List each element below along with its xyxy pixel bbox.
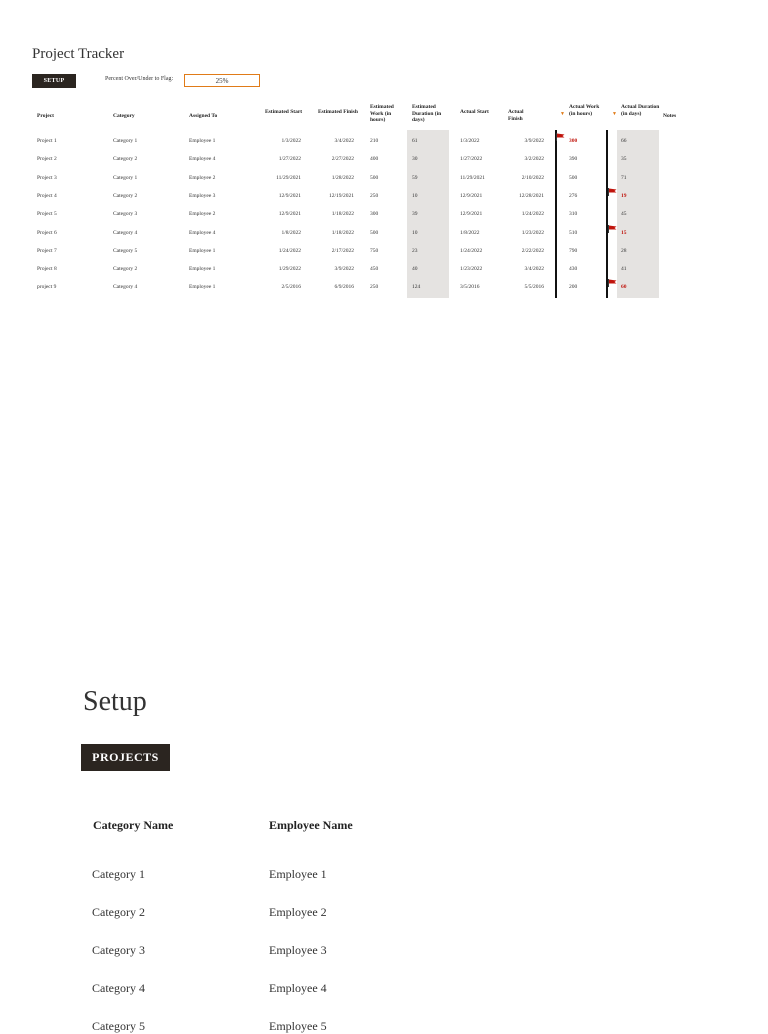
cell-actual-start[interactable]: 1/27/2022 xyxy=(460,156,483,163)
header-actual-work[interactable]: Actual Work (in hours) xyxy=(569,104,600,117)
cell-estimated-duration[interactable]: 40 xyxy=(412,266,418,273)
cell-actual-duration[interactable]: 35 xyxy=(621,156,627,163)
employee-name-item[interactable]: Employee 5 xyxy=(269,1019,327,1033)
cell-estimated-start[interactable]: 1/8/2022 xyxy=(281,229,301,236)
cell-assigned-to[interactable]: Employee 2 xyxy=(189,174,216,181)
cell-project[interactable]: project 9 xyxy=(37,284,57,291)
cell-estimated-work[interactable]: 400 xyxy=(370,156,379,163)
red-flag-icon xyxy=(608,225,616,232)
header-actual-duration[interactable]: Actual Duration (in days) xyxy=(621,104,660,117)
cell-actual-work[interactable]: 300 xyxy=(569,138,578,144)
cell-estimated-start[interactable]: 1/29/2022 xyxy=(278,266,301,273)
cell-project[interactable]: Project 1 xyxy=(37,138,57,144)
cell-estimated-work[interactable]: 300 xyxy=(370,211,379,218)
project-tracker-title: Project Tracker xyxy=(32,46,125,62)
cell-actual-finish[interactable]: 3/4/2022 xyxy=(524,266,544,273)
cell-estimated-duration[interactable]: 124 xyxy=(412,284,421,291)
category-name-item[interactable]: Category 3 xyxy=(92,943,145,957)
cell-actual-start[interactable]: 11/29/2021 xyxy=(460,174,485,181)
cell-estimated-finish[interactable]: 2/27/2022 xyxy=(331,156,354,163)
cell-actual-duration[interactable]: 45 xyxy=(621,211,627,218)
cell-actual-work[interactable]: 500 xyxy=(569,174,578,181)
cell-estimated-start[interactable]: 2/5/2016 xyxy=(281,284,301,291)
cell-assigned-to[interactable]: Employee 3 xyxy=(189,192,216,199)
actual-work-flag-indicator-icon: ▼ xyxy=(560,112,565,117)
cell-actual-finish[interactable]: 3/9/2022 xyxy=(524,138,544,144)
cell-project[interactable]: Project 4 xyxy=(37,192,57,199)
cell-estimated-start[interactable]: 1/3/2022 xyxy=(281,138,301,144)
cell-actual-duration[interactable]: 28 xyxy=(621,247,627,254)
cell-actual-start[interactable]: 1/8/2022 xyxy=(460,229,480,236)
cell-category[interactable]: Category 2 xyxy=(113,192,138,199)
category-name-item[interactable]: Category 1 xyxy=(92,867,145,881)
cell-actual-work[interactable]: 200 xyxy=(569,284,578,291)
cell-assigned-to[interactable]: Employee 1 xyxy=(189,284,216,291)
cell-estimated-work[interactable]: 500 xyxy=(370,229,379,236)
cell-category[interactable]: Category 1 xyxy=(113,174,138,181)
actual-work-divider xyxy=(555,130,557,298)
cell-estimated-work[interactable]: 250 xyxy=(370,284,379,291)
category-name-item[interactable]: Category 4 xyxy=(92,981,145,995)
cell-project[interactable]: Project 7 xyxy=(37,247,57,254)
cell-assigned-to[interactable]: Employee 4 xyxy=(189,156,216,163)
cell-estimated-finish[interactable]: 6/9/2016 xyxy=(334,284,354,291)
flag-threshold-label: Percent Over/Under to Flag: xyxy=(105,76,174,82)
cell-actual-finish[interactable]: 2/10/2022 xyxy=(521,174,544,181)
actual-duration-divider xyxy=(606,130,608,298)
cell-actual-duration[interactable]: 60 xyxy=(621,284,627,291)
cell-category[interactable]: Category 2 xyxy=(113,266,138,273)
category-name-item[interactable]: Category 2 xyxy=(92,905,145,919)
cell-actual-work[interactable]: 276 xyxy=(569,192,578,199)
employee-name-header: Employee Name xyxy=(269,818,353,832)
header-actual-finish[interactable]: Actual Finish xyxy=(508,109,524,122)
cell-actual-start[interactable]: 3/5/2016 xyxy=(460,284,480,291)
actual-duration-flag-indicator-icon: ▼ xyxy=(612,112,617,117)
cell-estimated-finish[interactable]: 3/9/2022 xyxy=(334,266,354,273)
cell-actual-start[interactable]: 1/24/2022 xyxy=(460,247,483,254)
category-name-item[interactable]: Category 5 xyxy=(92,1019,145,1033)
flag-threshold-input[interactable]: 25% xyxy=(184,74,260,87)
cell-actual-start[interactable]: 12/9/2021 xyxy=(460,192,483,199)
cell-project[interactable]: Project 2 xyxy=(37,156,57,163)
header-category[interactable]: Category xyxy=(113,113,135,119)
cell-project[interactable]: Project 5 xyxy=(37,211,57,218)
cell-estimated-start[interactable]: 12/9/2021 xyxy=(278,192,301,199)
cell-estimated-duration[interactable]: 10 xyxy=(412,229,418,236)
cell-actual-duration[interactable]: 71 xyxy=(621,174,627,181)
cell-estimated-start[interactable]: 1/24/2022 xyxy=(278,247,301,254)
cell-actual-finish[interactable]: 2/22/2022 xyxy=(521,247,544,254)
cell-actual-finish[interactable]: 3/2/2022 xyxy=(524,156,544,163)
cell-actual-work[interactable]: 510 xyxy=(569,229,578,236)
cell-assigned-to[interactable]: Employee 1 xyxy=(189,247,216,254)
cell-actual-duration[interactable]: 19 xyxy=(621,192,627,199)
cell-actual-start[interactable]: 1/3/2022 xyxy=(460,138,480,144)
cell-actual-work[interactable]: 430 xyxy=(569,266,578,273)
projects-button[interactable]: PROJECTS xyxy=(81,744,170,771)
cell-assigned-to[interactable]: Employee 1 xyxy=(189,266,216,273)
cell-actual-work[interactable]: 790 xyxy=(569,247,578,254)
header-estimated-finish[interactable]: Estimated Finish xyxy=(318,109,358,115)
cell-estimated-finish[interactable]: 3/4/2022 xyxy=(334,138,354,144)
cell-actual-duration[interactable]: 15 xyxy=(621,229,627,236)
employee-name-item[interactable]: Employee 1 xyxy=(269,867,327,881)
header-project[interactable]: Project xyxy=(37,113,54,119)
cell-actual-start[interactable]: 1/23/2022 xyxy=(460,266,483,273)
cell-estimated-start[interactable]: 1/27/2022 xyxy=(278,156,301,163)
cell-project[interactable]: Project 3 xyxy=(37,174,57,181)
cell-actual-finish[interactable]: 5/5/2016 xyxy=(524,284,544,291)
cell-actual-duration[interactable]: 41 xyxy=(621,266,627,273)
cell-actual-work[interactable]: 310 xyxy=(569,211,578,218)
cell-assigned-to[interactable]: Employee 2 xyxy=(189,211,216,218)
cell-estimated-finish[interactable]: 1/28/2022 xyxy=(331,174,354,181)
cell-estimated-finish[interactable]: 1/18/2022 xyxy=(331,229,354,236)
cell-project[interactable]: Project 8 xyxy=(37,266,57,273)
category-name-header: Category Name xyxy=(93,818,174,832)
cell-category[interactable]: Category 3 xyxy=(113,211,138,218)
employee-name-item[interactable]: Employee 3 xyxy=(269,943,327,957)
header-notes[interactable]: Notes xyxy=(663,113,677,119)
cell-estimated-start[interactable]: 12/9/2021 xyxy=(278,211,301,218)
cell-estimated-duration[interactable]: 39 xyxy=(412,211,418,218)
cell-estimated-work[interactable]: 750 xyxy=(370,247,379,254)
cell-estimated-work[interactable]: 250 xyxy=(370,192,379,199)
cell-category[interactable]: Category 5 xyxy=(113,247,138,254)
red-flag-icon xyxy=(608,279,616,286)
employee-name-item[interactable]: Employee 4 xyxy=(269,981,327,995)
cell-estimated-work[interactable]: 500 xyxy=(370,174,379,181)
cell-estimated-duration[interactable]: 23 xyxy=(412,247,418,254)
cell-category[interactable]: Category 2 xyxy=(113,156,138,163)
cell-estimated-start[interactable]: 11/29/2021 xyxy=(276,174,301,181)
cell-category[interactable]: Category 4 xyxy=(113,229,138,236)
red-flag-icon xyxy=(608,188,616,195)
cell-category[interactable]: Category 4 xyxy=(113,284,138,291)
setup-button[interactable]: SETUP xyxy=(32,74,76,88)
cell-estimated-finish[interactable]: 1/18/2022 xyxy=(331,211,354,218)
cell-estimated-finish[interactable]: 12/19/2021 xyxy=(328,192,354,199)
cell-estimated-work[interactable]: 210 xyxy=(370,138,379,144)
cell-assigned-to[interactable]: Employee 4 xyxy=(189,229,216,236)
cell-estimated-duration[interactable]: 10 xyxy=(412,192,418,199)
cell-actual-duration[interactable]: 66 xyxy=(621,138,627,144)
header-actual-start[interactable]: Actual Start xyxy=(460,109,489,115)
red-flag-icon xyxy=(556,133,564,140)
header-assigned-to[interactable]: Assigned To xyxy=(189,113,218,119)
cell-estimated-finish[interactable]: 2/17/2022 xyxy=(331,247,354,254)
cell-actual-finish[interactable]: 1/24/2022 xyxy=(521,211,544,218)
cell-category[interactable]: Category 1 xyxy=(113,138,138,144)
header-estimated-work[interactable]: Estimated Work (in hours) xyxy=(370,104,394,123)
cell-estimated-duration[interactable]: 61 xyxy=(412,138,418,144)
cell-actual-finish[interactable]: 1/23/2022 xyxy=(521,229,544,236)
header-estimated-start[interactable]: Estimated Start xyxy=(265,109,303,115)
header-estimated-duration[interactable]: Estimated Duration (in days) xyxy=(412,104,442,123)
cell-project[interactable]: Project 6 xyxy=(37,229,57,236)
cell-actual-finish[interactable]: 12/28/2021 xyxy=(518,192,544,199)
cell-actual-work[interactable]: 390 xyxy=(569,156,578,163)
cell-assigned-to[interactable]: Employee 1 xyxy=(189,138,216,144)
cell-actual-start[interactable]: 12/9/2021 xyxy=(460,211,483,218)
cell-estimated-duration[interactable]: 59 xyxy=(412,174,418,181)
setup-title: Setup xyxy=(83,686,147,717)
cell-estimated-duration[interactable]: 30 xyxy=(412,156,418,163)
employee-name-item[interactable]: Employee 2 xyxy=(269,905,327,919)
cell-estimated-work[interactable]: 450 xyxy=(370,266,379,273)
